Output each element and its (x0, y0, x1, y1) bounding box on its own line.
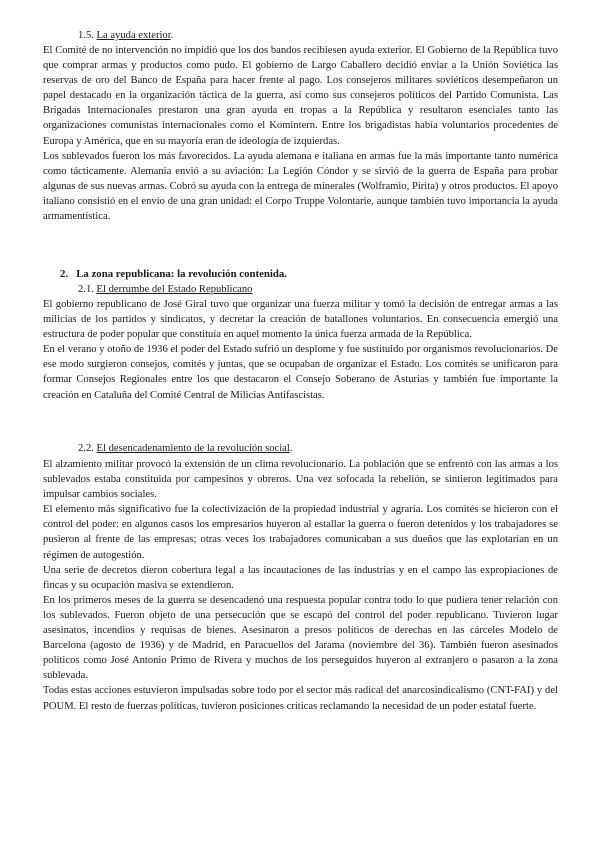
paragraph: El Comité de no intervención no impidió que los dos bandos recibiesen ayuda exterior. El Gobierno de la República tuvo que comprar armas y productos como pudo. El gobierno de Largo Caballero decidió enviar a la Unión Soviética las reservas de oro del Banco de España para hacer frente al pago. Los consejeros militares soviéticos desempeñaron un papel destacado en la organización táctica de la guerra, así como sus consejeros políticos del Partido Comunista. Las Brigadas Internacionales prestaron una gran ayuda en tropas a la República y resultaron esenciales tanto las organizaciones comunistas internacionales como el Komintern. Entre los brigadistas había voluntarios procedentes de Europa y América, que en su mayoría eran de ideología de izquierdas. (43, 45, 558, 147)
section-1-5-title: La ayuda exterior (96, 30, 171, 41)
paragraph: Todas estas acciones estuvieron impulsadas sobre todo por el sector más radical del anarcosindicalismo (CNT-FAI) y del POUM. El resto de fuerzas políticas, tuvieron posiciones críticas reclamando la necesidad de un poder estatal fuerte. (43, 685, 558, 712)
section-2-title: La zona republicana: la revolución contenida. (76, 268, 287, 280)
paragraph: El alzamiento militar provocó la extensión de un clima revolucionario. La población que se enfrentó con las armas a los sublevados estaba constituida por campesinos y obreros. Una vez sofocada la rebelión, se sintieron legitimados para impulsar cambios sociales. (43, 459, 558, 501)
section-2-heading (60, 267, 287, 282)
section-2-number: 2. (60, 268, 69, 280)
paragraph: Los sublevados fueron los más favorecidos. La ayuda alemana e italiana en armas fue la más importante tanto numérica como tácticamente. Alemania envió a su aviación: La Legión Cóndor y se sirvió de la guerra de España para probar algunas de sus nuevas armas. Cobró su ayuda con la entrega de minerales (Wolframio, Pirita) y otros productos. El apoyo italiano consistió en el envío de una gran unidad: el Corpo Truppe Volontarie, aunque también tuvo importancia la ayuda armamentística. (43, 150, 558, 223)
section-2-2-number: 2.2. (78, 443, 94, 454)
section-1-5-number: 1.5. (78, 30, 94, 41)
section-1-5-body (43, 43, 558, 224)
paragraph: El gobierno republicano de José Giral tuvo que organizar una fuerza militar y tomó la decisión de entregar armas a las milicias de los partidos y sindicatos, y decretar la creación de batallones voluntarios. En consecuencia emergió una estructura de poder popular que constituía en aquel momento la única fuerza armada de la República. (43, 299, 558, 341)
section-2-1-number: 2.1. (78, 284, 94, 295)
section-2-2-body (43, 457, 558, 714)
paragraph: En los primeros meses de la guerra se desencadenó una respuesta popular contra todo lo que pudiera tener relación con los sublevados. Fueron objeto de una persecución que se escapó del control del poder republicano. Tuvieron lugar asesinatos, incendios y requisas de bienes. Asesinaron a presos políticos de derechas en las cárceles Modelo de Barcelona (agosto de 1936) y de Madrid, en Paracuellos del Jarama (noviembre del 36). También fueron asesinados políticos como José Antonio Primo de Rivera y muchos de los perseguidos huyeron al extranjero o pasaron a la zona sublevada. (43, 594, 558, 682)
section-2-2-heading: 2.2. El desencadenamiento de la revolución social. (78, 443, 293, 454)
paragraph: En el verano y otoño de 1936 el poder del Estado sufrió un desplome y fue sustituido por organismos revolucionarios. De ese modo surgieron consejos, comités y juntas, que se ocupaban de organizar el Estado. Los comités se unificaron para formar Consejos Regionales entre los que destacaron el Consejo Soberano de Asturias y también fue importante la creación en Cataluña del Comité Central de Milicias Antifascistas. (43, 344, 558, 401)
section-1-5-heading: 1.5. La ayuda exterior. (78, 30, 174, 41)
paragraph: El elemento más significativo fue la colectivización de la propiedad industrial y agraria. Los comités se hicieron con el control del poder: en algunos casos los empresarios huyeron al estallar la guerra o fueron detenidos y los trabajadores se pusieron al frente de las empresas; otras veces los trabajadores comunicaban a sus dueños que las explotarían en un régimen de autogestión. (43, 504, 558, 561)
section-2-1-body (43, 297, 558, 403)
paragraph: Una serie de decretos dieron cobertura legal a las incautaciones de las industrias y en el campo las expropiaciones de fincas y su ocupación masiva se extendieron. (43, 564, 558, 591)
section-2-1-title: El derrumbe del Estado Republicano (96, 284, 253, 295)
section-2-1-heading (78, 282, 252, 297)
section-2-2-title: El desencadenamiento de la revolución social (96, 443, 290, 454)
